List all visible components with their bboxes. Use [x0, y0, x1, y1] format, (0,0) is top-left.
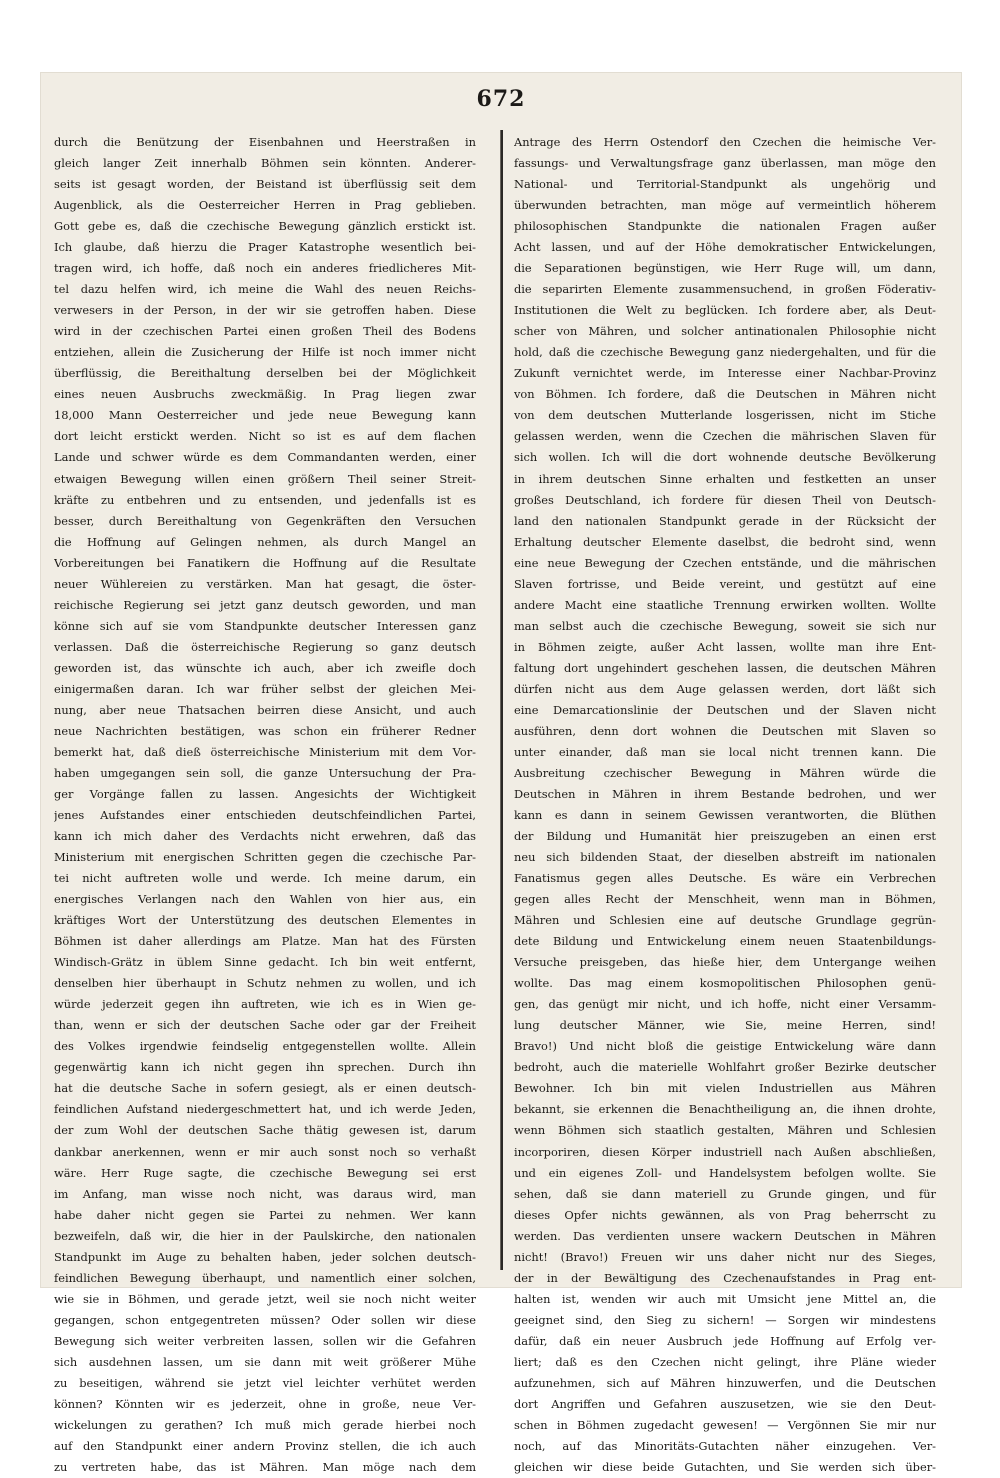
text-line: feindlichen Bewegung überhaupt, und namentlich einer solchen,: [54, 1270, 476, 1285]
text-line: sich wollen. Ich will die dort wohnende deutsche Bevölkerung: [514, 450, 936, 465]
text-line: überflüssig, die Bereithaltung derselben bei der Möglichkeit: [54, 366, 476, 381]
text-line: Ausbreitung czechischer Bewegung in Mähren würde die: [514, 765, 936, 780]
text-line: National- und Territorial-Standpunkt als ungehörig und: [514, 177, 936, 192]
text-line: neu sich bildenden Staat, der dieselben abstreift im nationalen: [514, 850, 936, 865]
text-line: dort leicht erstickt werden. Nicht so ist es auf dem flachen: [54, 429, 476, 444]
text-line: energisches Verlangen nach den Wahlen von hier aus, ein: [54, 892, 476, 907]
text-line: nicht! (Bravo!) Freuen wir uns daher nicht nur des Sieges,: [514, 1249, 936, 1264]
text-line: than, wenn er sich der deutschen Sache oder gar der Freiheit: [54, 1018, 476, 1033]
text-line: durch die Benützung der Eisenbahnen und Heerstraßen in: [54, 135, 476, 149]
text-line: Lande und schwer würde es dem Commandanten werden, einer: [54, 450, 476, 465]
text-line: denselben hier überhaupt in Schutz nehmen zu wollen, und ich: [54, 976, 476, 991]
text-line: Erhaltung deutscher Elemente daselbst, die bedroht sind, wenn: [514, 534, 936, 549]
text-line: Zukunft vernichtet werde, im Interesse einer Nachbar-Provinz: [514, 366, 936, 381]
text-line: von Böhmen. Ich fordere, daß die Deutschen in Mähren nicht: [514, 387, 936, 402]
text-line: würde jederzeit gegen ihn auftreten, wie ich es in Wien ge-: [54, 997, 476, 1012]
text-line: land den nationalen Standpunkt gerade in der Rücksicht der: [514, 513, 936, 528]
text-line: werden. Das verdienten unsere wackern Deutschen in Mähren: [514, 1228, 936, 1243]
text-line: Vorbereitungen bei Fanatikern die Hoffnung auf die Resultate: [54, 555, 476, 570]
text-line: zu beseitigen, während sie jetzt viel leichter verhütet werden: [54, 1375, 476, 1390]
text-line: jenes Aufstandes einer entschieden deutschfeindlichen Partei,: [54, 808, 476, 822]
text-line: geworden ist, das wünschte ich auch, aber ich zweifle doch: [54, 660, 476, 675]
text-line: dieses Opfer nichts gewännen, als von Prag beherrscht zu: [514, 1207, 936, 1222]
text-line: die Hoffnung auf Gelingen nehmen, als durch Mangel an: [54, 534, 476, 549]
text-line: etwaigen Bewegung willen einen größern Theil seiner Streit-: [54, 471, 476, 486]
text-line: hold, daß die czechische Bewegung ganz niedergehalten, und für die: [514, 345, 936, 360]
text-line: gelassen werden, wenn die Czechen die mährischen Slaven für: [514, 429, 936, 444]
right-text-column: [514, 132, 936, 1478]
text-line: Bravo!) Und nicht bloß die geistige Entwickelung wäre dann: [514, 1039, 936, 1054]
text-line: lung deutscher Männer, wie Sie, meine Herren, sind!: [514, 1018, 936, 1033]
text-line: man selbst auch die czechische Bewegung, soweit sie sich nur: [514, 618, 936, 633]
text-line: Böhmen ist daher allerdings am Platze. Man hat des Fürsten: [54, 934, 476, 949]
text-line: tel dazu helfen wird, ich meine die Wahl des neuen Reichs-: [54, 282, 476, 297]
text-line: Mähren und Schlesien eine auf deutsche Grundlage gegrün-: [514, 913, 936, 928]
text-line: Gott gebe es, daß die czechische Bewegung gänzlich erstickt ist.: [54, 219, 476, 234]
text-line: wollte. Das mag einem kosmopolitischen Philosophen genü-: [514, 976, 936, 991]
text-line: Acht lassen, und auf der Höhe demokratischer Entwickelungen,: [514, 240, 936, 255]
text-line: der Bildung und Humanität hier preiszugeben an einen erst: [514, 829, 936, 844]
text-line: dort Angriffen und Gefahren auszusetzen, wie sie den Deut-: [514, 1396, 936, 1411]
text-line: großes Deutschland, ich fordere für diesen Theil von Deutsch-: [514, 492, 936, 507]
text-line: Ministerium mit energischen Schritten gegen die czechische Par-: [54, 850, 476, 865]
text-line: die Separationen begünstigen, wie Herr Ruge will, um dann,: [514, 261, 936, 276]
text-line: gleich langer Zeit innerhalb Böhmen sein könnten. Anderer-: [54, 156, 476, 171]
text-line: Antrage des Herrn Ostendorf den Czechen die heimische Ver-: [514, 135, 936, 149]
text-line: auf den Standpunkt einer andern Provinz stellen, die ich auch: [54, 1438, 476, 1453]
text-line: in Böhmen zeigte, außer Acht lassen, wollte man ihre Ent-: [514, 639, 936, 654]
text-line: Ich glaube, daß hierzu die Prager Katastrophe wesentlich bei-: [54, 240, 476, 255]
text-line: gleichen wir diese beide Gutachten, und Sie werden sich über-: [514, 1459, 936, 1474]
text-line: der in der Bewältigung des Czechenaufstandes in Prag ent-: [514, 1270, 936, 1285]
text-line: liert; daß es den Czechen nicht gelingt, ihre Pläne wieder: [514, 1354, 936, 1369]
text-line: kräftiges Wort der Unterstützung des deutschen Elementes in: [54, 913, 476, 928]
text-line: dafür, daß ein neuer Ausbruch jede Hoffnung auf Erfolg ver-: [514, 1333, 936, 1348]
text-line: schen in Böhmen zugedacht gewesen! — Vergönnen Sie mir nur: [514, 1417, 936, 1432]
text-line: wie sie in Böhmen, und gerade jetzt, weil sie noch nicht weiter: [54, 1291, 476, 1306]
text-line: halten ist, wenden wir auch mit Umsicht jene Mittel an, die: [514, 1291, 936, 1306]
text-line: aufzunehmen, sich auf Mähren hinzuwerfen, und die Deutschen: [514, 1375, 936, 1390]
text-line: ger Vorgänge fallen zu lassen. Angesichts der Wichtigkeit: [54, 786, 476, 801]
text-line: Standpunkt im Auge zu behalten haben, jeder solchen deutsch-: [54, 1249, 476, 1264]
text-line: bekannt, sie erkennen die Benachtheiligung an, die ihnen drohte,: [514, 1102, 936, 1117]
text-line: fassungs- und Verwaltungsfrage ganz überlassen, man möge den: [514, 156, 936, 171]
text-line: tragen wird, ich hoffe, daß noch ein anderes friedlicheres Mit-: [54, 261, 476, 276]
text-line: eine neue Bewegung der Czechen entstände, und die mährischen: [514, 555, 936, 570]
text-line: tei nicht auftreten wolle und werde. Ich meine darum, ein: [54, 871, 476, 886]
text-line: dankbar anerkennen, wenn er mir auch sonst noch so verhaßt: [54, 1144, 476, 1159]
text-line: Versuche preisgeben, das hieße hier, dem Untergange weihen: [514, 955, 936, 970]
text-line: noch, auf das Minoritäts-Gutachten näher einzugehen. Ver-: [514, 1438, 936, 1453]
text-line: reichische Regierung sei jetzt ganz deutsch geworden, und man: [54, 597, 476, 612]
text-line: neue Nachrichten bestätigen, was schon ein früherer Redner: [54, 723, 476, 738]
text-line: Slaven fortrisse, und Beide vereint, und gestützt auf eine: [514, 576, 936, 591]
text-line: Fanatismus gegen alles Deutsche. Es wäre ein Verbrechen: [514, 871, 936, 886]
text-line: eine Demarcationslinie der Deutschen und der Slaven nicht: [514, 702, 936, 717]
text-line: habe daher nicht gegen sie Partei zu nehmen. Wer kann: [54, 1207, 476, 1222]
text-line: sehen, daß sie dann materiell zu Grunde gingen, und für: [514, 1186, 936, 1201]
text-line: nung, aber neue Thatsachen beirren diese Ansicht, und auch: [54, 702, 476, 717]
text-line: dete Bildung und Entwickelung einem neuen Staatenbildungs-: [514, 934, 936, 949]
text-line: überwunden betrachten, man möge auf vermeintlich höherem: [514, 198, 936, 213]
text-line: philosophischen Standpunkte die nationalen Fragen außer: [514, 219, 936, 234]
text-line: neuer Wühlereien zu verstärken. Man hat gesagt, die öster-: [54, 576, 476, 591]
text-line: zu vertreten habe, das ist Mähren. Man möge nach dem: [54, 1459, 476, 1474]
left-text-column: [54, 132, 476, 1478]
text-line: feindlichen Aufstand niedergeschmettert hat, und ich werde Jeden,: [54, 1102, 476, 1117]
text-line: andere Macht eine staatliche Trennung erwirken wollten. Wollte: [514, 597, 936, 612]
column-divider: [500, 130, 503, 1270]
text-line: einigermaßen daran. Ich war früher selbst der gleichen Mei-: [54, 681, 476, 696]
text-line: gegangen, schon entgegentreten müssen? Oder sollen wir diese: [54, 1312, 476, 1327]
text-line: kann es dann in seinem Gewissen verantworten, die Blüthen: [514, 808, 936, 822]
text-line: faltung dort ungehindert geschehen lassen, die deutschen Mähren: [514, 660, 936, 675]
text-line: von dem deutschen Mutterlande losgerissen, nicht im Stiche: [514, 408, 936, 423]
text-line: Bewohner. Ich bin mit vielen Industriellen aus Mähren: [514, 1081, 936, 1096]
text-line: kräfte zu entbehren und zu entsenden, und jedenfalls ist es: [54, 492, 476, 507]
text-line: entziehen, allein die Zusicherung der Hilfe ist noch immer nicht: [54, 345, 476, 360]
text-line: hat die deutsche Sache in sofern gesiegt, als er einen deutsch-: [54, 1081, 476, 1096]
text-line: der zum Wohl der deutschen Sache thätig gewesen ist, darum: [54, 1123, 476, 1138]
text-line: eines neuen Ausbruchs zweckmäßig. In Prag liegen zwar: [54, 387, 476, 402]
text-line: besser, durch Bereithaltung von Gegenkräften den Versuchen: [54, 513, 476, 528]
text-line: kann ich mich daher des Verdachts nicht erwehren, daß das: [54, 829, 476, 844]
text-line: Bewegung sich weiter verbreiten lassen, sollen wir die Gefahren: [54, 1333, 476, 1348]
text-line: des Volkes irgendwie feindselig entgegenstellen wollte. Allein: [54, 1039, 476, 1054]
text-line: in ihrem deutschen Sinne erhalten und festketten an unser: [514, 471, 936, 486]
text-line: verwesers in der Person, in der wir sie getroffen haben. Diese: [54, 303, 476, 318]
text-line: wird in der czechischen Partei einen großen Theil des Bodens: [54, 324, 476, 339]
text-line: seits ist gesagt worden, der Beistand ist überflüssig seit dem: [54, 177, 476, 192]
text-line: dürfen nicht aus dem Auge gelassen werden, dort läßt sich: [514, 681, 936, 696]
text-line: wenn Böhmen sich staatlich gestalten, Mähren und Schlesien: [514, 1123, 936, 1138]
text-line: verlassen. Daß die österreichische Regierung so ganz deutsch: [54, 639, 476, 654]
page-number: 672: [476, 86, 526, 112]
scanned-page: [40, 72, 962, 1474]
text-line: bedroht, auch die materielle Wohlfahrt großer Bezirke deutscher: [514, 1060, 936, 1075]
text-line: unter einander, daß man sie local nicht trennen kann. Die: [514, 744, 936, 759]
text-line: bezweifeln, daß wir, die hier in der Paulskirche, den nationalen: [54, 1228, 476, 1243]
text-line: Augenblick, als die Oesterreicher Herren in Prag geblieben.: [54, 198, 476, 213]
text-line: geeignet sind, den Sieg zu sichern! — Sorgen wir mindestens: [514, 1312, 936, 1327]
text-line: und ein eigenes Zoll- und Handelsystem befolgen wollte. Sie: [514, 1165, 936, 1180]
text-line: scher von Mähren, und solcher antinationalen Philosophie nicht: [514, 324, 936, 339]
text-line: gen, das genügt mir nicht, und ich hoffe, nicht einer Versamm-: [514, 997, 936, 1012]
text-line: Institutionen die Welt zu beglücken. Ich fordere aber, als Deut-: [514, 303, 936, 318]
text-line: 18,000 Mann Oesterreicher und jede neue Bewegung kann: [54, 408, 476, 423]
text-line: wäre. Herr Ruge sagte, die czechische Bewegung sei erst: [54, 1165, 476, 1180]
text-line: haben umgegangen sein soll, die ganze Untersuchung der Pra-: [54, 765, 476, 780]
text-line: bemerkt hat, daß dieß österreichische Ministerium mit dem Vor-: [54, 744, 476, 759]
text-line: ausführen, denn dort wohnen die Deutschen mit Slaven so: [514, 723, 936, 738]
text-line: im Anfang, man wisse noch nicht, was daraus wird, man: [54, 1186, 476, 1201]
text-line: die separirten Elemente zusammensuchend, in großen Föderativ-: [514, 282, 936, 297]
text-line: Windisch-Grätz in üblem Sinne gedacht. Ich bin weit entfernt,: [54, 955, 476, 970]
text-line: gegenwärtig kann ich nicht gegen ihn sprechen. Durch ihn: [54, 1060, 476, 1075]
text-line: können? Könnten wir es jederzeit, ohne in große, neue Ver-: [54, 1396, 476, 1411]
text-line: gegen alles Recht der Menschheit, wenn man in Böhmen,: [514, 892, 936, 907]
text-line: wickelungen zu gerathen? Ich muß mich gerade hierbei noch: [54, 1417, 476, 1432]
text-line: incorporiren, diesen Körper industriell nach Außen abschließen,: [514, 1144, 936, 1159]
text-line: Deutschen in Mähren in ihrem Bestande bedrohen, und wer: [514, 786, 936, 801]
text-line: sich ausdehnen lassen, um sie dann mit weit größerer Mühe: [54, 1354, 476, 1369]
text-line: könne sich auf sie vom Standpunkte deutscher Interessen ganz: [54, 618, 476, 633]
